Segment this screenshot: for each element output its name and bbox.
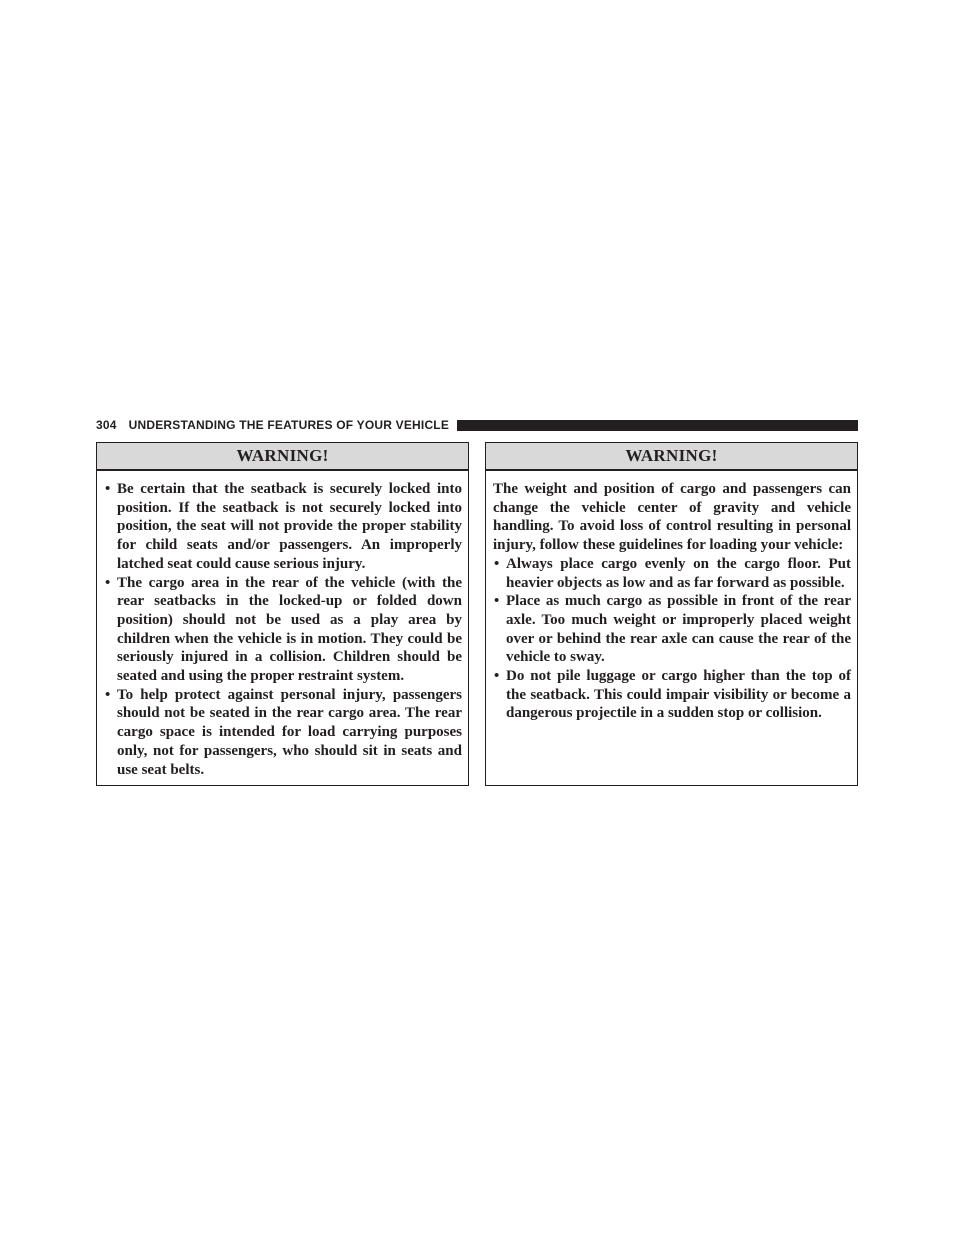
page-header	[96, 417, 858, 433]
section-title: UNDERSTANDING THE FEATURES OF YOUR VEHICLE	[128, 418, 450, 432]
header-rule	[457, 420, 858, 431]
warning-box-seatback	[96, 442, 469, 786]
list-item-text: The cargo area in the rear of the vehicle (with the rear seatbacks in the locked-up or folded down position) should not be used as a play area by children when the vehicle is in motion. They could be seriously injured in a collision. Children should be seated and using the proper restraint system.	[117, 574, 462, 685]
bullet-icon: •	[494, 593, 500, 610]
bullet-icon: •	[494, 668, 500, 685]
list-item-text: Do not pile luggage or cargo higher than the top of the seatback. This could impair visibility or become a dangerous projectile in a sudden stop or collision.	[506, 668, 851, 722]
warning-box-cargo	[485, 442, 858, 786]
warning-list	[493, 555, 851, 723]
list-item	[104, 480, 462, 574]
page-number: 304	[96, 418, 117, 432]
list-item-text: Always place cargo evenly on the cargo floor. Put heavier objects as low and as far forward as possible.	[506, 555, 851, 591]
list-item-text: To help protect against personal injury, passengers should not be seated in the rear cargo area. The rear cargo space is intended for load carrying purposes only, not for passengers, who should sit in seats and use seat belts.	[117, 686, 462, 778]
list-item	[493, 592, 851, 667]
warning-title: WARNING!	[486, 443, 857, 471]
list-item	[104, 574, 462, 686]
list-item	[104, 686, 462, 780]
bullet-icon: •	[105, 686, 111, 703]
list-item-text: Be certain that the seatback is securely locked into position. If the seatback is not securely locked into position, the seat will not provide the proper stability for child seats and/or passengers. An improperly latched seat could cause serious injury.	[117, 481, 462, 572]
warning-body	[97, 471, 468, 779]
list-item-text: Place as much cargo as possible in front of the rear axle. Too much weight or improperly placed weight over or behind the rear axle can cause the rear of the vehicle to sway.	[506, 593, 851, 666]
warning-title: WARNING!	[97, 443, 468, 471]
warning-body	[486, 471, 857, 723]
bullet-icon: •	[494, 555, 500, 572]
list-item	[493, 555, 851, 592]
warning-intro: The weight and position of cargo and passengers can change the vehicle center of gravity and vehicle handling. To avoid loss of control resulting in personal injury, follow these guidelines for loading your vehicle:	[493, 481, 851, 554]
bullet-icon: •	[105, 481, 111, 497]
warning-list	[104, 480, 462, 779]
bullet-icon: •	[105, 574, 111, 591]
list-item	[493, 667, 851, 723]
